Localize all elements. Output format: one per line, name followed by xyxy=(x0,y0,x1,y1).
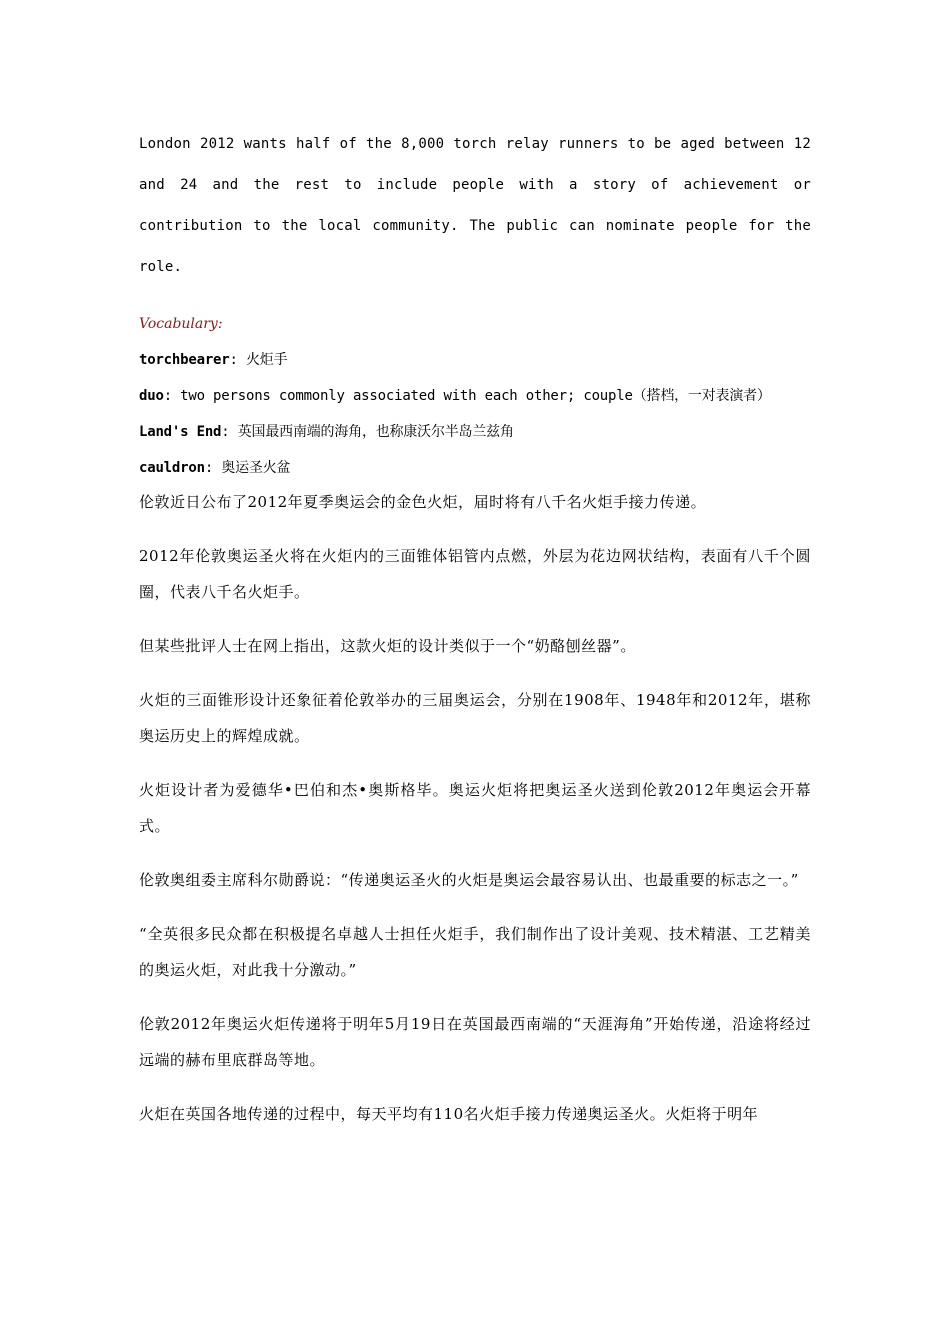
vocabulary-item xyxy=(139,450,811,486)
chinese-paragraph: 2012年伦敦奥运圣火将在火炬内的三面锥体铝管内点燃，外层为花边网状结构，表面有八千个圆圈，代表八千名火炬手。 xyxy=(139,547,811,601)
chinese-paragraph: 但某些批评人士在网上指出，这款火炬的设计类似于一个“奶酪刨丝器”。 xyxy=(139,637,636,655)
vocabulary-definition: : 英国最西南端的海角，也称康沃尔半岛兰兹角 xyxy=(221,424,514,440)
vocabulary-term: cauldron xyxy=(139,460,205,476)
chinese-paragraph: 伦敦近日公布了2012年夏季奥运会的金色火炬，届时将有八千名火炬手接力传递。 xyxy=(139,493,707,511)
chinese-paragraph: “全英很多民众都在积极提名卓越人士担任火炬手，我们制作出了设计美观、技术精湛、工艺精美的奥运火炬，对此我十分激动。” xyxy=(139,925,811,979)
chinese-paragraph: 伦敦2012年奥运火炬传递将于明年5月19日在英国最西南端的“天涯海角”开始传递，沿途将经过远端的赫布里底群岛等地。 xyxy=(139,1015,811,1069)
english-paragraph: London 2012 wants half of the 8,000 torch relay runners to be aged between 12 and 24 and the rest to include people with a story of achievement or contribution to the local community. The public can nominate people for the role. xyxy=(139,136,811,275)
chinese-paragraph: 火炬设计者为爱德华•巴伯和杰•奥斯格毕。奥运火炬将把奥运圣火送到伦敦2012年奥运会开幕式。 xyxy=(139,781,811,835)
chinese-paragraph: 火炬在英国各地传递的过程中，每天平均有110名火炬手接力传递奥运圣火。火炬将于明年 xyxy=(139,1105,759,1123)
vocabulary-term: Land's End xyxy=(139,424,222,440)
vocabulary-item xyxy=(139,342,811,378)
vocabulary-item xyxy=(139,378,811,414)
document-page xyxy=(139,124,811,1150)
chinese-paragraph: 伦敦奥组委主席科尔勋爵说：“传递奥运圣火的火炬是奥运会最容易认出、也最重要的标志之一。” xyxy=(139,871,799,889)
vocabulary-definition: : two persons commonly associated with each other; couple（搭档，一对表演者） xyxy=(163,388,771,404)
vocabulary-heading: Vocabulary: xyxy=(139,316,223,332)
vocabulary-term: torchbearer xyxy=(139,352,230,368)
vocabulary-definition: : 火炬手 xyxy=(229,352,288,368)
vocabulary-list xyxy=(139,342,811,486)
chinese-article xyxy=(139,484,811,1132)
vocabulary-item xyxy=(139,414,811,450)
vocabulary-term: duo xyxy=(139,388,164,404)
chinese-paragraph: 火炬的三面锥形设计还象征着伦敦举办的三届奥运会，分别在1908年、1948年和2012年，堪称奥运历史上的辉煌成就。 xyxy=(139,691,811,745)
vocabulary-definition: : 奥运圣火盆 xyxy=(204,460,291,476)
